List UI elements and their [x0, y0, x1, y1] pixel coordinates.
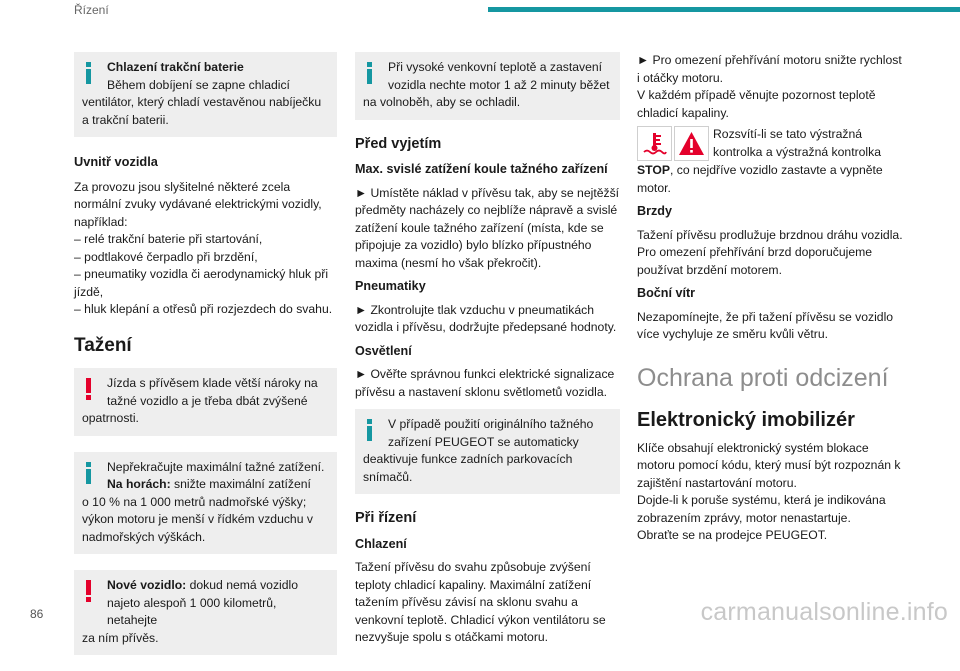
box-line-rest: snižte maximální zatížení — [170, 477, 311, 491]
bold-label: Nové vozidlo: — [107, 578, 187, 592]
box-line: V případě použití originálního tažného — [388, 417, 594, 431]
subheading-lights: Osvětlení — [355, 343, 412, 358]
subheading-crosswind: Boční vítr — [637, 286, 696, 300]
warning-icon — [84, 580, 94, 602]
box-line: vozidla nechte motor 1 až 2 minuty běžet — [388, 77, 610, 92]
box-text: ventilátor, který chladí vestavěnou nabíječku a trakční baterii. — [82, 95, 322, 127]
box-line: tažné vozidlo a je třeba dbát zvýšené — [107, 393, 308, 408]
box-line: najeto alespoň 1 000 kilometrů, netahejte — [107, 595, 277, 627]
box-text: deaktivuje funkce zadních parkovacích snímačů. — [363, 452, 573, 484]
info-icon — [84, 62, 94, 84]
subheading-load: Max. svislé zatížení koule tažného zařízení — [355, 162, 608, 176]
heading-while-driving: Při řízení — [355, 510, 417, 526]
warning-lamps — [637, 126, 709, 160]
page-number: 86 — [30, 607, 44, 621]
warning-box-towing — [74, 368, 337, 436]
tyres-text: ► Zkontrolujte tlak vzduchu v pneumatikách vozidla i přívěsu, dodržujte předepsané hodnoty. — [355, 302, 617, 334]
coolant-temperature-icon — [637, 126, 672, 161]
overheat-text: ► Pro omezení přehřívání motoru snižte rychlost i otáčky motoru. — [637, 53, 902, 85]
heading-towing: Tažení — [74, 334, 132, 356]
warning-text-rest: , co nejdříve vozidlo zastavte a vypněte motor. — [637, 163, 883, 195]
subheading-cooling: Chlazení — [355, 536, 407, 551]
interior-item: – relé trakční baterie při startování, — [74, 232, 263, 246]
box-line: Při vysoké venkovní teplotě a zastavení — [388, 60, 603, 74]
interior-item: – podtlakové čerpadlo při brzdění, — [74, 249, 258, 264]
stop-label: STOP — [637, 163, 670, 177]
warning-line: Rozsvítí-li se tato výstražná — [713, 127, 863, 141]
warning-triangle-icon — [674, 126, 709, 161]
immobiliser-text-3: Obraťte se na prodejce PEUGEOT. — [637, 528, 828, 542]
interior-text: Za provozu jsou slyšitelné některé zcela normální zvuky vydávané elektrickými vozidly, například: — [74, 179, 322, 229]
box-text: za ním přívěs. — [82, 630, 159, 645]
box-line — [82, 476, 329, 494]
warning-box-new-vehicle — [74, 570, 337, 655]
box-line — [82, 577, 329, 595]
box-text: o 10 % na 1 000 metrů nadmořské výšky; výkon motoru je menší v řídkém vzduchu v nadmořských výškách. — [82, 494, 313, 544]
heading-theft-protection: Ochrana proti odcizení — [637, 363, 889, 392]
heading-before-driving: Před vyjetím — [355, 135, 442, 152]
warning-text — [637, 162, 905, 197]
immobiliser-text-2: Dojde-li k poruše systému, která je indikována zobrazením zprávy, motor nenastartuje. — [637, 493, 886, 525]
box-line: zařízení PEUGEOT se automaticky — [388, 434, 579, 449]
info-box-battery-cooling — [74, 52, 337, 137]
heading-interior: Uvnitř vozidla — [74, 154, 158, 169]
interior-item: – hluk klepání a otřesů při rozjezdech do svahu. — [74, 302, 333, 316]
interior-item: – pneumatiky vozidla či aerodynamický hluk při jízdě, — [74, 267, 329, 299]
watermark: carmanualsonline.info — [700, 598, 948, 626]
cooling-text: Tažení přívěsu do svahu způsobuje zvýšení teploty chladicí kapaliny. Maximální zatížení tažením přívěsu závisí na sklonu svahu a venkovní teplotě. Chladicí výkon ventilátoru se nezvyšuje spolu s otáčkami motoru. — [355, 560, 606, 644]
lights-text: ► Ověřte správnou funkci elektrické signalizace přívěsu a nastavení sklonu světlometů vozidla. — [355, 367, 615, 399]
box-text: opatrnosti. — [82, 411, 139, 425]
box-line-rest: dokud nemá vozidlo — [186, 578, 299, 592]
info-icon — [365, 62, 375, 84]
section-header: Řízení — [74, 3, 109, 17]
box-line: Nepřekračujte maximální tažné zatížení. — [107, 459, 325, 474]
heading-immobiliser: Elektronický imobilizér — [637, 408, 855, 431]
warning-icon — [84, 378, 94, 400]
overheat-text-2: V každém případě věnujte pozornost teplotě chladicí kapaliny. — [637, 88, 876, 120]
column-2 — [355, 52, 620, 647]
info-box-max-load — [74, 452, 337, 555]
column-1 — [74, 52, 337, 671]
crosswind-text: Nezapomínejte, že při tažení přívěsu se vozidlo více vychyluje ze směru kvůli větru. — [637, 309, 894, 341]
subheading-brakes: Brzdy — [637, 204, 672, 218]
warning-lamps-note — [637, 126, 905, 162]
load-text: ► Umístěte náklad v přívěsu tak, aby se nejtěžší předměty nacházely co nejblíže nápravě a svislé zatížení koule tažného zařízení (místa, kde se připojuje za vozidlo) bylo blízko přípustného maxima (nesmí ho však překročit). — [355, 185, 620, 270]
immobiliser-text: Klíče obsahují elektronický systém blokace motoru pomocí kódu, který musí být rozpoznán k zajištění nastartování motoru. — [637, 440, 901, 490]
box-title: Chlazení trakční baterie — [107, 60, 244, 74]
column-3 — [637, 52, 905, 545]
brakes-text: Tažení přívěsu prodlužuje brzdnou dráhu vozidla. Pro omezení přehřívání brzd doporučujeme používat brzdění motorem. — [637, 227, 903, 277]
info-box-idle — [355, 52, 620, 120]
box-line: Jízda s přívěsem klade větší nároky na — [107, 376, 318, 390]
info-box-parking-sensors — [355, 409, 620, 494]
header-accent-bar — [488, 7, 960, 12]
warning-line: kontrolka a výstražná kontrolka — [713, 144, 881, 159]
box-line: Během dobíjení se zapne chladicí — [107, 77, 290, 92]
box-text: na volnoběh, aby se ochladil. — [363, 95, 521, 109]
info-icon — [365, 419, 375, 441]
subheading-tyres: Pneumatiky — [355, 279, 426, 293]
info-icon — [84, 462, 94, 484]
bold-label: Na horách: — [107, 477, 171, 491]
